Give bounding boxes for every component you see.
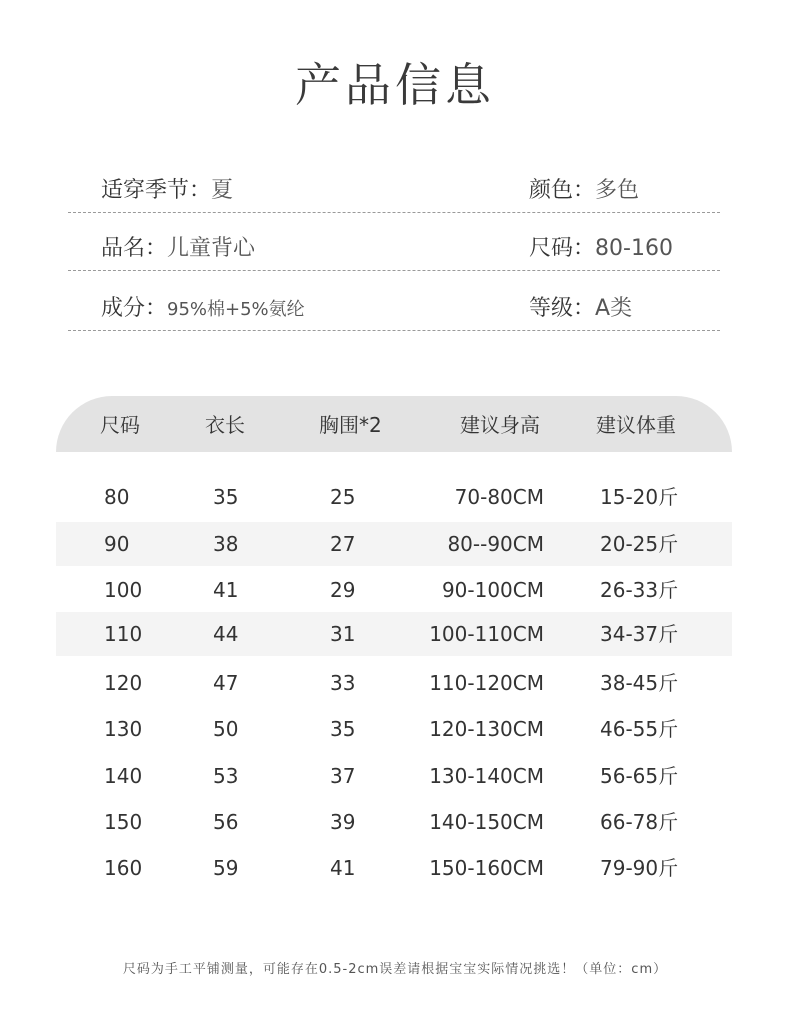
cell-height: 120-130CM: [429, 717, 544, 741]
cell-weight: 38-45斤: [600, 671, 679, 695]
cell-size: 120: [104, 671, 143, 695]
color-field: [529, 173, 639, 204]
size-value: 80-160: [595, 236, 673, 261]
table-row: [56, 800, 732, 844]
cell-chest: 29: [330, 578, 356, 602]
cell-size: 160: [104, 856, 143, 880]
header-length: 衣长: [205, 413, 245, 437]
header-height: 建议身高: [460, 413, 540, 437]
cell-size: 130: [104, 717, 143, 741]
cell-weight: 66-78斤: [600, 810, 679, 834]
cell-height: 150-160CM: [429, 856, 544, 880]
table-row: [56, 568, 732, 612]
size-label: 尺码：: [529, 236, 596, 261]
cell-size: 150: [104, 810, 143, 834]
season-value: 夏: [211, 178, 234, 203]
cell-size: 140: [104, 764, 143, 788]
cell-chest: 25: [330, 485, 356, 509]
cell-height: 80--90CM: [447, 532, 544, 556]
material-field: [101, 291, 305, 322]
cell-chest: 41: [330, 856, 356, 880]
cell-length: 41: [213, 578, 239, 602]
cell-weight: 15-20斤: [600, 485, 679, 509]
table-row: [56, 612, 732, 656]
table-row: [56, 661, 732, 705]
cell-length: 47: [213, 671, 239, 695]
cell-weight: 34-37斤: [600, 622, 679, 646]
season-label: 适穿季节：: [101, 178, 212, 203]
color-value: 多色: [595, 178, 640, 203]
size-field: [529, 231, 673, 262]
cell-weight: 79-90斤: [600, 856, 679, 880]
cell-chest: 27: [330, 532, 356, 556]
cell-length: 56: [213, 810, 239, 834]
cell-height: 110-120CM: [429, 671, 544, 695]
cell-chest: 35: [330, 717, 356, 741]
cell-length: 35: [213, 485, 239, 509]
info-row: [68, 274, 720, 331]
table-row: [56, 707, 732, 751]
cell-length: 44: [213, 622, 239, 646]
cell-size: 100: [104, 578, 143, 602]
table-row: [56, 846, 732, 890]
cell-height: 140-150CM: [429, 810, 544, 834]
grade-label: 等级：: [529, 296, 596, 321]
cell-length: 53: [213, 764, 239, 788]
grade-field: [529, 291, 632, 322]
cell-chest: 33: [330, 671, 356, 695]
cell-size: 80: [104, 485, 130, 509]
measurement-footnote: 尺码为手工平铺测量，可能存在0.5-2cm误差请根据宝宝实际情况挑选！（单位：cm）: [122, 962, 668, 977]
cell-weight: 20-25斤: [600, 532, 679, 556]
season-field: [101, 173, 233, 204]
cell-height: 70-80CM: [454, 485, 544, 509]
cell-height: 100-110CM: [429, 622, 544, 646]
material-value: 95%棉+5%氨纶: [167, 299, 305, 320]
size-table-header: [56, 396, 732, 452]
material-label: 成分：: [101, 296, 168, 321]
grade-value: A类: [595, 296, 633, 321]
cell-length: 59: [213, 856, 239, 880]
cell-chest: 31: [330, 622, 356, 646]
cell-chest: 37: [330, 764, 356, 788]
cell-height: 130-140CM: [429, 764, 544, 788]
header-weight: 建议体重: [596, 413, 676, 437]
info-row: [68, 214, 720, 271]
page-title: 产品信息: [295, 58, 495, 112]
cell-length: 38: [213, 532, 239, 556]
table-row: [56, 475, 732, 519]
header-chest: 胸围*2: [319, 413, 382, 437]
cell-weight: 26-33斤: [600, 578, 679, 602]
header-size: 尺码: [100, 413, 140, 437]
cell-weight: 46-55斤: [600, 717, 679, 741]
table-row: [56, 522, 732, 566]
cell-weight: 56-65斤: [600, 764, 679, 788]
cell-height: 90-100CM: [441, 578, 544, 602]
cell-chest: 39: [330, 810, 356, 834]
table-row: [56, 754, 732, 798]
product-name-value: 儿童背心: [167, 236, 256, 261]
product-name-label: 品名：: [101, 236, 168, 261]
color-label: 颜色：: [529, 178, 596, 203]
cell-length: 50: [213, 717, 239, 741]
info-row: [68, 156, 720, 213]
cell-size: 90: [104, 532, 130, 556]
cell-size: 110: [104, 622, 143, 646]
product-name-field: [101, 231, 255, 262]
